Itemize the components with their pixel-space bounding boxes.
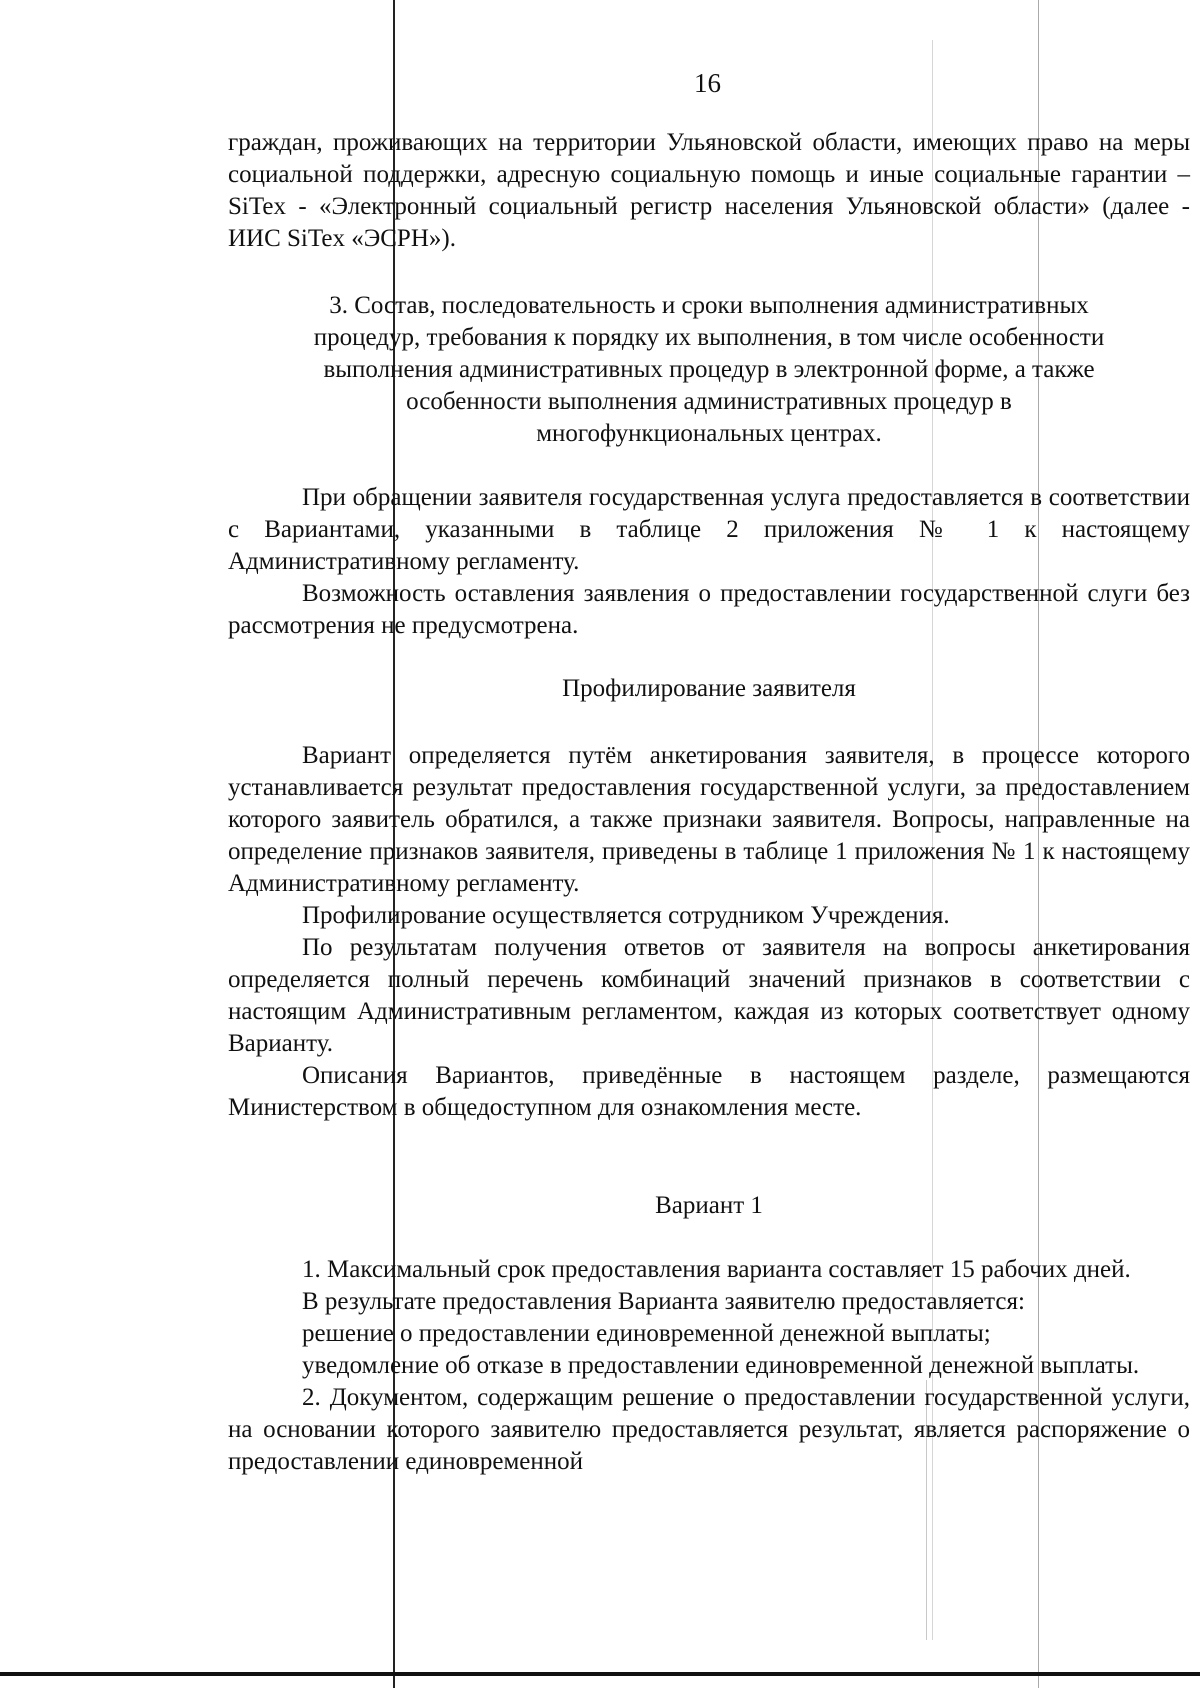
section3-heading-line: особенности выполнения административных процедур в — [406, 388, 1012, 415]
section3-body — [228, 482, 1190, 642]
paragraph: 1. Максимальный срок предоставления варианта составляет 15 рабочих дней. — [302, 1256, 1131, 1283]
section3-heading — [228, 290, 1190, 450]
intro-paragraph: граждан, проживающих на территории Ульяновской области, имеющих право на меры социальной поддержки, адресную социальную помощь и иные социальные гарантии – SiTex - «Электронный социальный регистр населения Ульяновской области» (далее - ИИС SiTex «ЭСРН»). — [228, 129, 1190, 252]
paragraph: В результате предоставления Варианта заявителю предоставляется: — [302, 1288, 1025, 1315]
scan-bottom-edge — [0, 1672, 1200, 1676]
paragraph: По результатам получения ответов от заявителя на вопросы анкетирования определяется полный перечень комбинаций значений признаков в соответствии с настоящим Административным регламентом, каждая из которых соответствует одному Варианту. — [228, 934, 1190, 1057]
profiling-body — [228, 740, 1190, 1124]
variant-body — [228, 1254, 1190, 1478]
paragraph: Описания Вариантов, приведённые в настоящем разделе, размещаются Министерством в общедоступном для ознакомления месте. — [228, 1062, 1190, 1121]
section3-heading-line: процедур, требования к порядку их выполнения, в том числе особенности — [313, 324, 1105, 351]
paragraph: уведомление об отказе в предоставлении единовременной денежной выплаты. — [302, 1352, 1140, 1379]
paragraph: Возможность оставления заявления о предоставлении государственной слуги без рассмотрения не предусмотрена. — [228, 580, 1190, 639]
section3-heading-line: многофункциональных центрах. — [536, 420, 882, 447]
paragraph: 2. Документом, содержащим решение о предоставлении государственной услуги, на основании которого заявителю предоставляется результат, является распоряжение о предоставлении единовременной — [228, 1384, 1190, 1475]
page-number: 16 — [694, 68, 721, 98]
paragraph: При обращении заявителя государственная услуга предоставляется в соответствии с Вариантами, указанными в таблице 2 приложения № 1 к настоящему Административному регламенту. — [228, 484, 1190, 575]
section3-heading-line: выполнения административных процедур в электронной форме, а также — [323, 356, 1095, 383]
variant-heading: Вариант 1 — [655, 1192, 763, 1219]
paragraph: Вариант определяется путём анкетирования заявителя, в процессе которого устанавливается результат предоставления государственной услуги, за предоставлением которого заявитель обратился, а также признаки заявителя. Вопросы, направленные на определение признаков заявителя, приведены в таблице 1 приложения № 1 к настоящему Административному регламенту. — [228, 742, 1190, 897]
paragraph: Профилирование осуществляется сотрудником Учреждения. — [302, 902, 950, 929]
intro-text — [228, 127, 1190, 255]
section3-heading-line: 3. Состав, последовательность и сроки выполнения административных — [329, 292, 1089, 319]
paragraph: решение о предоставлении единовременной денежной выплаты; — [302, 1320, 991, 1347]
profiling-heading: Профилирование заявителя — [562, 675, 856, 702]
